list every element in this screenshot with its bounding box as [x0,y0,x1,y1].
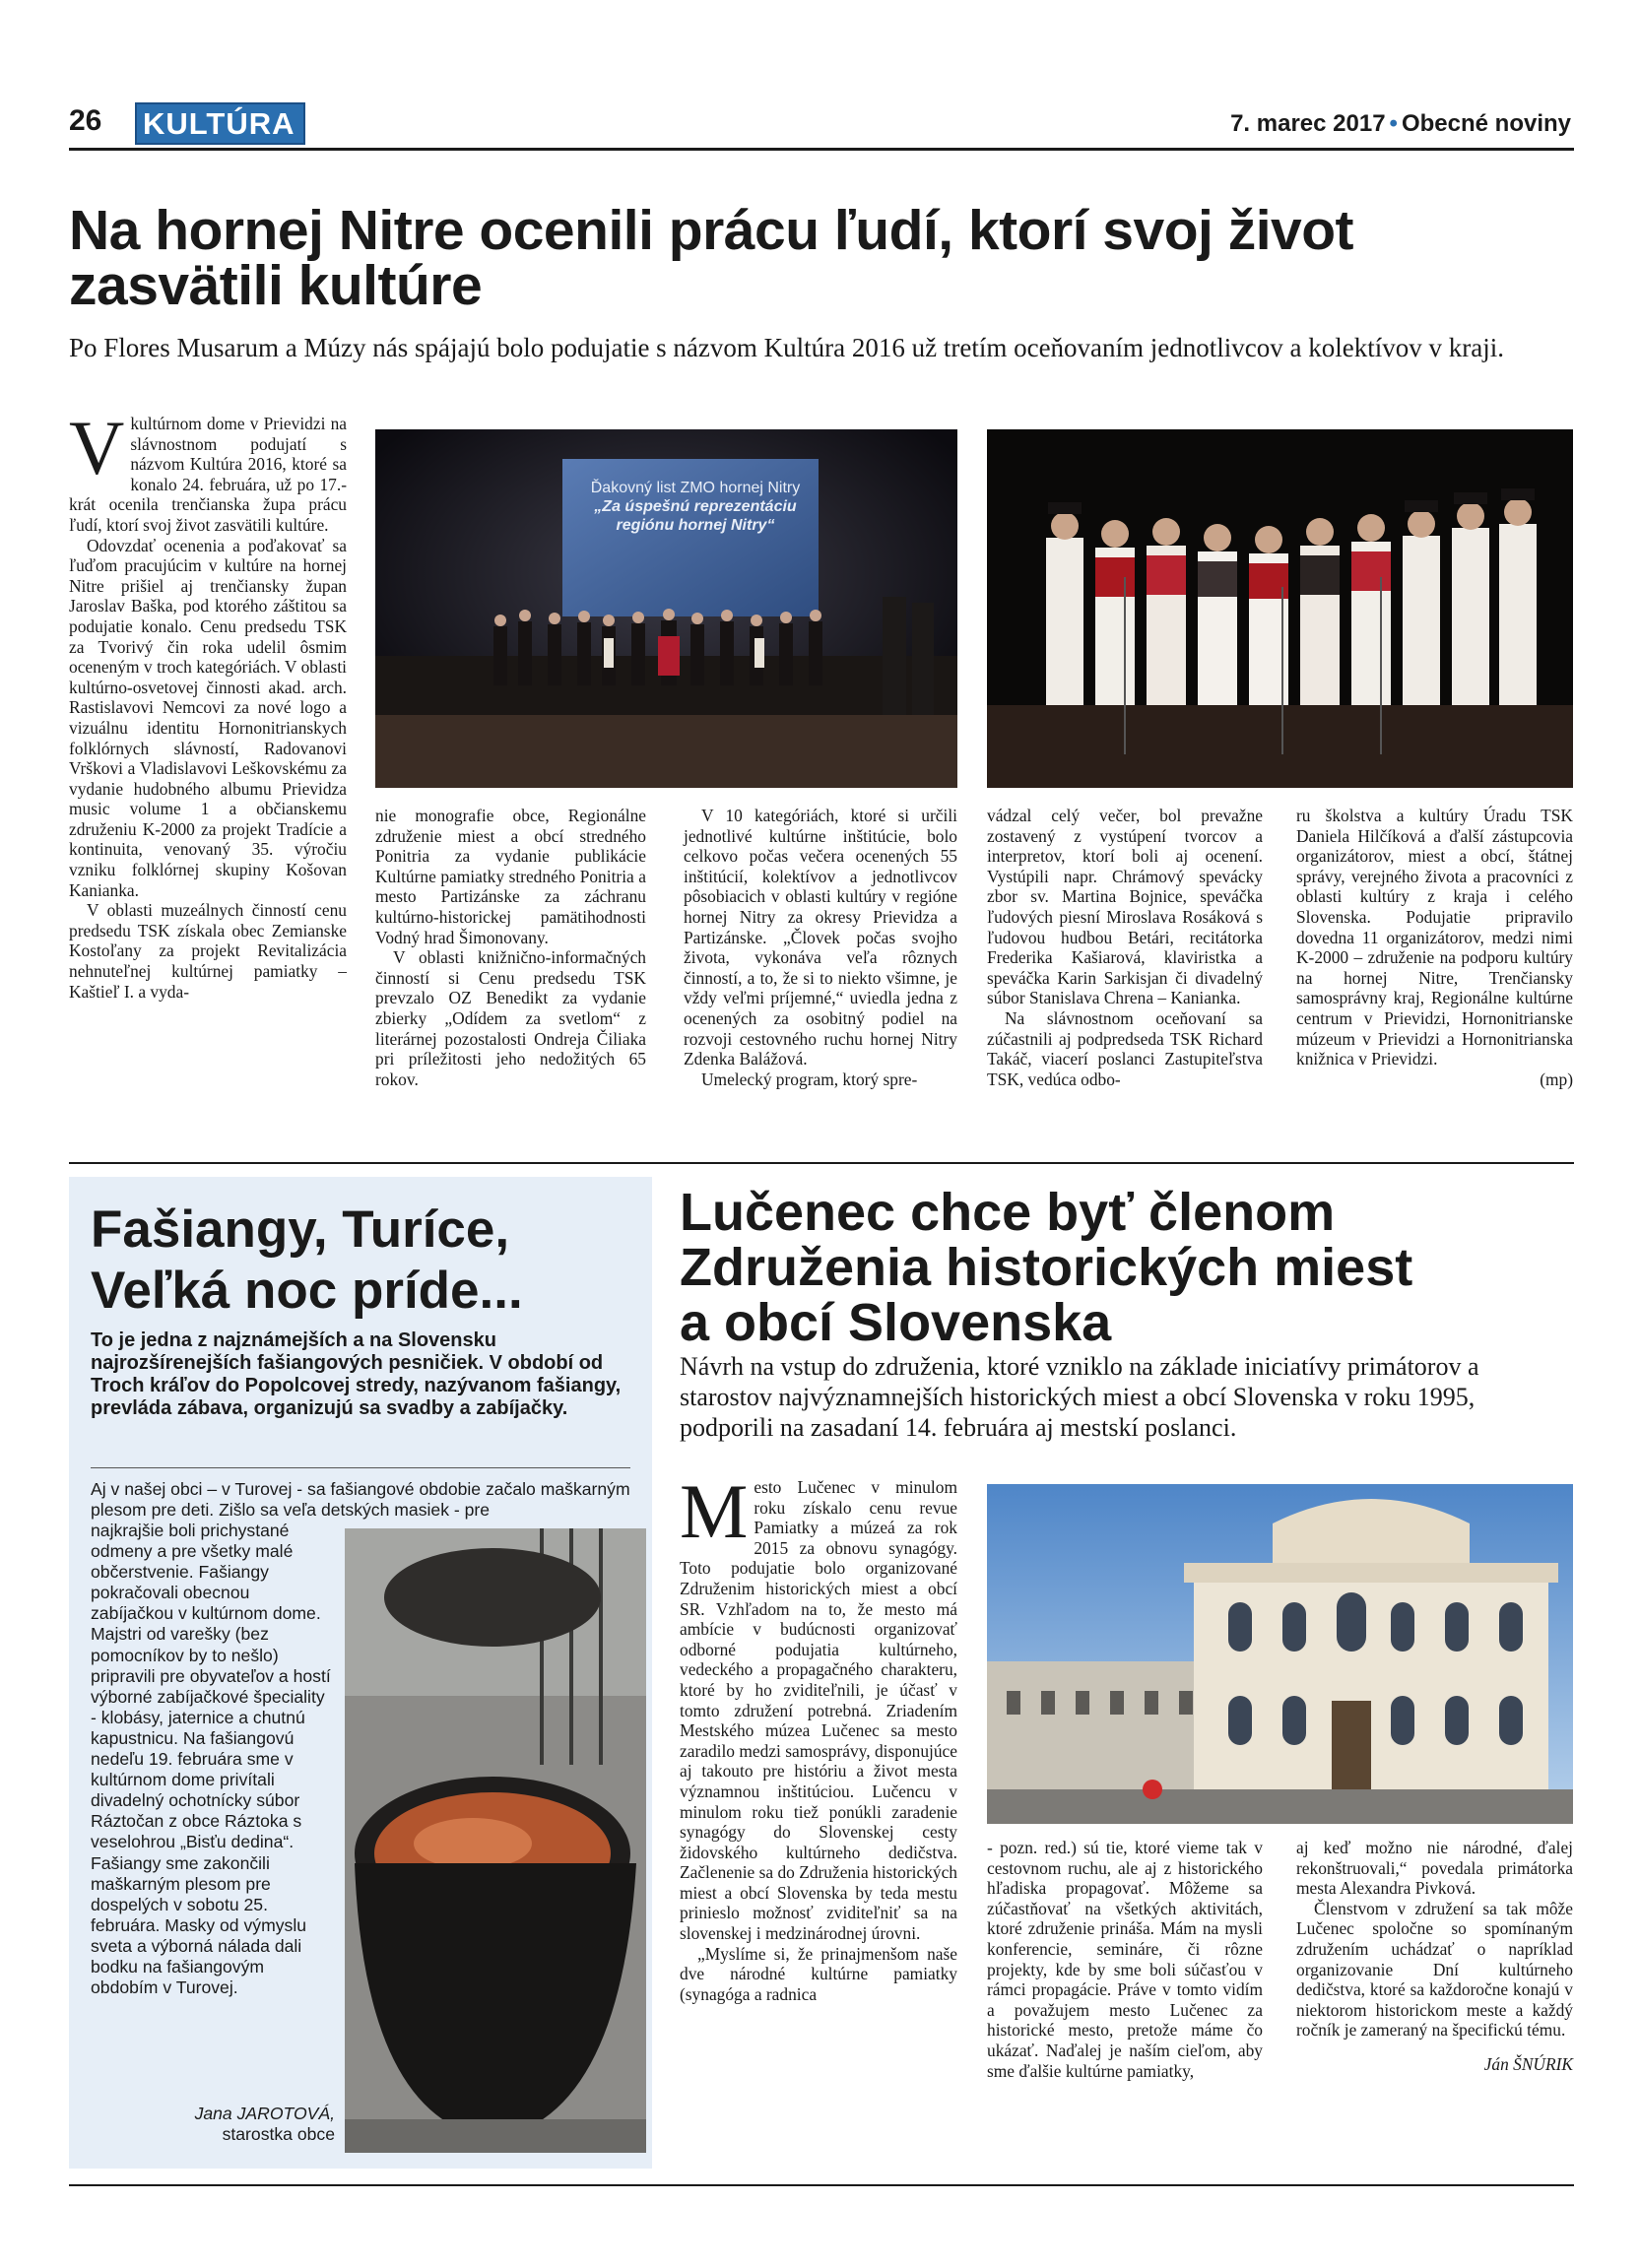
paragraph: esto Lučenec v minulom roku získalo cenu revue Pamiatky a múzeá za rok 2015 za obnovu synagógy. Toto podujatie bolo organizované Združenim historických miest a obcí SR. Vzhľadom na to, že mesto má ambície v budúcnosti organizovať odborné podujatia kultúrneho, vedeckého a propagačného charakteru, ktoré by ho zviditeľnili, je účasť v tomto združení potrebná. Zriadením Mestského múzea Lučenec sa mesto zaradilo medzi samosprávy, disponujúce aj takouto pre históriu a život mesta významnou inštitúciou. Lučencu v minulom roku tiež ponúkli zaradenie synagógy do Slovenskej cesty židovského kultúrneho dedičstva. Začlenenie sa do Združenia historických miest a obcí Slovenska by teda mestu prinieslo možnosť zviditeľniť sa na slovenskej i medzinárodnej úrovni. [680,1477,957,1944]
photo-folk-choir [987,429,1573,788]
article2-text-side: najkrajšie boli prichystané odmeny a pre všetky malé občerstvenie. Fašiangy pokračovali obecnou zabíjačkou v kultúrnom dome. Majstri od varešky (bez pomocníkov by to nešlo) pripravili pre obyvateľov a hostí výborné zabíjačkové špeciality - klobásy, jaternice a chutnú kapustnicu. Na fašiangovú nedeľu 19. februára sme v kultúrnom dome privítali divadelný ochotnícky súbor Ráztočan z obce Ráztoka s veselohrou „Bisťu dedina“. Fašiangy sme zakončili maškarným plesom pre dospelých v sobotu 25. februára. Masky od výmyslu sveta a výborná nálada dali bodku na fašiangovým obdobím v Turovej. [91,1521,331,1998]
dropcap: V [69,405,125,490]
article3-column-3 [1296,1838,1573,2075]
title-line: a obcí Slovenska [680,1293,1112,1352]
page-number: 26 [69,104,102,137]
article1-column-4 [987,806,1263,1089]
article3-lead: Návrh na vstup do združenia, ktoré vzniklo na základe iniciatívy primátorov a starostov najvýznamnejších historických miest a obcí Slovenska v roku 1995, podporili na zasadaní 14. februára aj mestskí poslanci. [680,1352,1479,1442]
article2-signature [91,2104,335,2145]
paragraph: V oblasti muzeálnych činností cenu predsedu TSK získala obec Zemianske Kostoľany za projekt Revitalizácia nehnuteľnej kultúrnej pamiatky – Kaštieľ I. a vyda- [69,900,347,1002]
title-line: Veľká noc príde... [91,1262,523,1320]
article2-title [91,1199,642,1322]
paragraph: Odovzdať ocenenia a poďakovať sa ľuďom pracujúcim v kultúre na hornej Nitre prišiel aj trenčiansky župan Jaroslav Baška, pod ktorého záštitou sa podujatie konalo. Cenu predsedu TSK za Tvorivý čin roka udelil ôsmim oceneným v troch kategóriách. V oblasti kultúrno-osvetovej činnosti akad. arch. Rastislavovi Nemcovi za nové logo a vizuálnu identitu Hornonitrianskych folklórnych slávností, Radovanovi Vrškovi a Vladislavovi Leškovskému za vydanie hudobného albumu Prievidza music volume 1 a občianskemu združeniu K-2000 za projekt Tradície a kontinuita, venovaný 35. výročiu vzniku folklórnej skupiny Košovan Kanianka. [69,535,347,900]
paragraph: V oblasti knižnično-informačných činností si Cenu predsedu TSK prevzalo OZ Benedikt za vydanie zbierky „Odídem za svetlom“ z literárnej pozostalosti Ondreja Čiliaka pri príležitosti jeho nedožitých 65 rokov. [375,947,646,1089]
publication-name: Obecné noviny [1401,110,1571,137]
title-line: Fašiangy, Turíce, [91,1200,510,1259]
article1-column-2 [375,806,646,1089]
paragraph: - pozn. red.) sú tie, ktoré vieme tak v cestovnom ruchu, ale aj z historického hľadiska propagovať. Môžeme sa zúčastňovať na všetkých aktivitách, ktoré združenie prináša. Mám na mysli konferencie, semináre, či rôzne projekty, kde by sme boli súčasťou v rámci propagácie. Práve v tomto vidím a považujem mesto Lučenec za historické mesto, pretože máme čo ukázať. Naďalej je naším cieľom, aby sme ďalšie kultúrne pamiatky, [987,1838,1263,2081]
signature-name: Jana JAROTOVÁ, [194,2104,335,2123]
screen-text-line: Ďakovný list ZMO hornej Nitry [590,480,801,496]
photo-cooking-pot [345,1528,646,2153]
paragraph: kultúrnom dome v Prievidzi na slávnostnom podujatí s názvom Kultúra 2016, ktoré sa konalo 24. februára, už po 17.-krát ocenila trenčianska župa prácu ľudí, ktorí svoj život zasvätili kultúre. [69,414,347,535]
article1-signature: (mp) [1540,1069,1573,1089]
header-rule [69,148,1574,151]
dropcap: M [680,1468,749,1554]
issue-info [1230,110,1571,138]
article3-column-2 [987,1838,1263,2081]
screen-text-line: „Za úspešnú reprezentáciu [594,498,797,515]
article1-column-3 [684,806,957,1089]
paragraph: vádzal celý večer, bol prevažne zostavený z vystúpení tvorcov a interpretov, ktorí boli aj ocenení. Vystúpili napr. Chrámový spevácky zbor sv. Martina Bojnice, speváčka ľudových piesní Miroslava Rosáková s ľudovou hudbou Betári, recitátorka Frederika Kašiarová, klaviristka a speváčka Karin Sarkisjan či divadelný súbor Stanislava Chrena – Kanianka. [987,806,1263,1008]
issue-date: 7. marec 2017 [1230,110,1386,137]
paragraph: „Myslíme si, že prinajmenšom naše dve národné kultúrne pamiatky (synagóga a radnica [680,1943,957,2004]
article1-column-1 [69,405,347,1002]
article1-column-5 [1296,806,1573,1089]
paragraph: Umelecký program, ktorý spre- [701,1069,918,1089]
section-tag: KULTÚRA [135,102,305,145]
photo-town-hall [987,1484,1573,1824]
photo-award-ceremony [375,429,957,788]
section-divider [69,1162,1574,1164]
article3-signature: Ján ŠNÚRIK [1483,2053,1573,2074]
paragraph: Na slávnostnom oceňovaní sa zúčastnili aj podpredseda TSK Richard Takáč, viacerí poslanci Zastupiteľstva TSK, vedúca odbo- [987,1007,1263,1089]
paragraph: Členstvom v združení sa tak môže Lučenec spoločne so spomínaným združením uchádzať o napríklad organizovanie Dní kultúrneho dedičstva, ktoré sa každoročne konajú v niektorom historickom meste a každý ročník je zameraný na špecifickú tému. [1296,1898,1573,2041]
title-line: Lučenec chce byť členom [680,1183,1336,1242]
paragraph: V 10 kategóriách, ktoré si určili jednotlivé kultúrne inštitúcie, bolo celkovo počas večera ocenených 55 inštitúcií, kolektívov a jednotlivcov pôsobiacich v oblasti kultúry v regióne hornej Nitry za okresy Prievidza a Partizánske. „Človek počas svojho života, vykonáva veľa rôznych činností, a to, že si to niekto všimne, je vždy veľmi príjemné,“ uviedla jedna z ocenených za osobitný podiel na rozvoji cestovného ruchu hornej Nitry Zdenka Balážová. [684,806,957,1069]
screen-text-line: regiónu hornej Nitry“ [616,517,775,534]
article1-headline: Na hornej Nitre ocenili prácu ľudí, ktorí svoj život zasvätili kultúre [69,199,1354,317]
article2-lead: To je jedna z najznámejších a na Slovensku najrozšírenejších fašiangových pesničiek. V období od Troch kráľov do Popolcovej stredy, nazývanom fašiangy, prevláda zábava, organizujú sa svadby a zabíjačky. [91,1329,622,1419]
footer-rule [69,2184,1574,2186]
article3-column-1 [680,1468,957,2004]
title-line: Združenia historických miest [680,1238,1413,1297]
paragraph: nie monografie obce, Regionálne združenie miest a obcí stredného Ponitria za vydanie publikácie Kultúrne pamiatky stredného Ponitria a mesto Partizánske za záchranu kultúrno-historickej pamätihodnosti Vodný hrad Šimonovany. [375,806,646,947]
separator-dot: • [1389,110,1398,137]
article3-title [680,1185,1566,1350]
signature-role: starostka obce [222,2124,335,2144]
article2-text-top: Aj v našej obci – v Turovej - sa fašiangové obdobie začalo maškarným plesom pre deti. Zišlo sa veľa detských masiek - pre [91,1479,630,1521]
box-rule [91,1467,630,1468]
article1-lead: Po Flores Musarum a Múzy nás spájajú bolo podujatie s názvom Kultúra 2016 už tretím oceňovaním jednotlivcov a kolektívov v kraji. [69,333,1504,362]
paragraph: aj keď možno nie národné, ďalej rekonštruovali,“ povedala primátorka mesta Alexandra Pivková. [1296,1838,1573,1899]
paragraph: ru školstva a kultúry Úradu TSK Daniela Hilčíková a ďalší zástupcovia organizátorov, miest a obcí, štátnej správy, verejného života a pracovníci z oblasti kultúry z kraja i celého Slovenska. Podujatie pripravilo dovedna 11 organizátorov, medzi nimi K-2000 – združenie na podporu kultúry na hornej Nitre, Trenčiansky samosprávny kraj, Regionálne kultúrne centrum v Prievidzi, Hornonitrianske múzeum v Prievidzi a Hornonitrianska knižnica v Prievidzi. [1296,806,1573,1069]
